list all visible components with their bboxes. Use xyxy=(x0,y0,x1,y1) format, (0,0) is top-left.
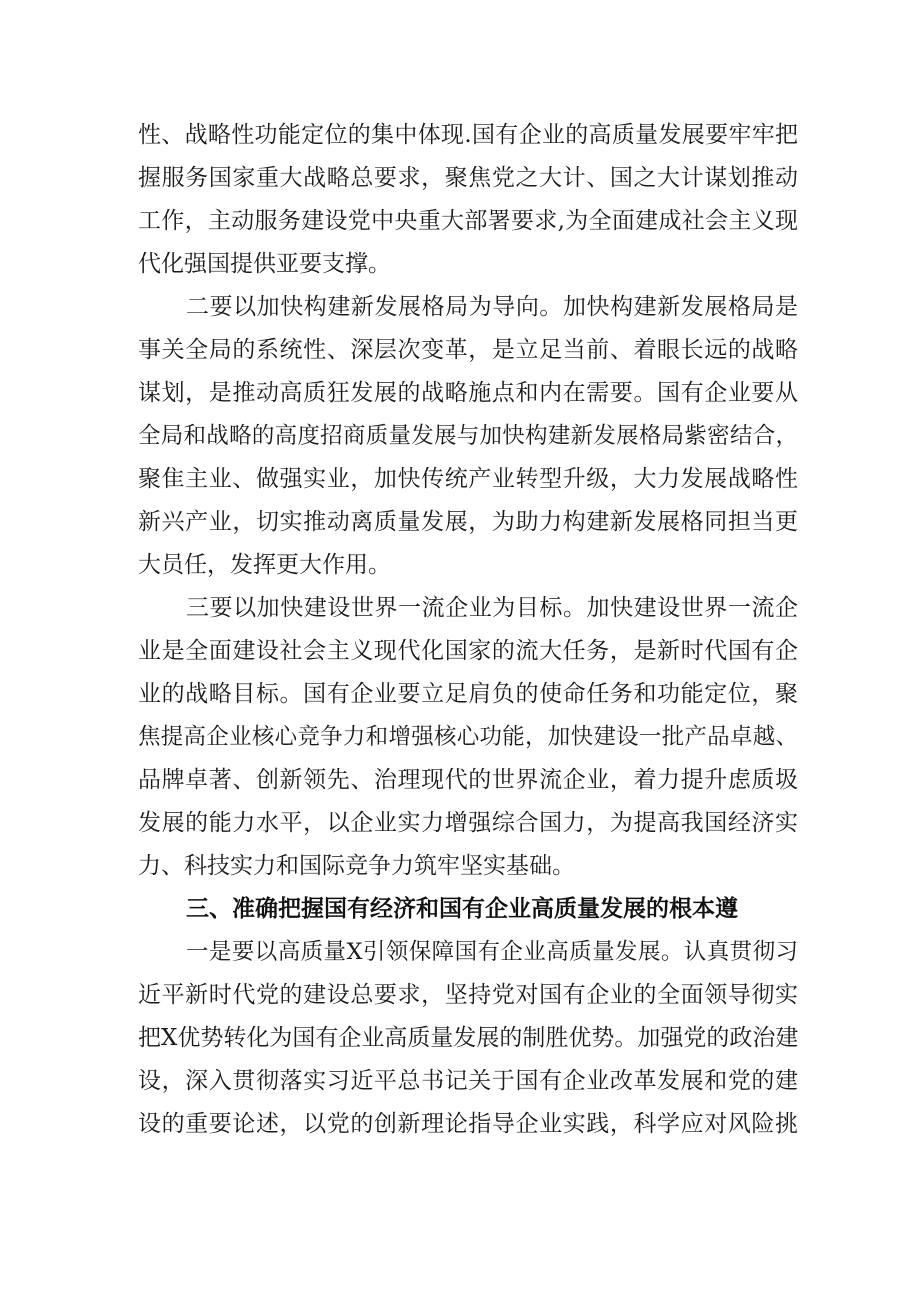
text-line: 握服务国家重大战略总要求，聚焦党之大计、国之大计谋划推动 xyxy=(138,165,798,191)
text-line: 把X优势转化为国有企业高质量发展的制胜优势。加强党的政治建 xyxy=(138,1025,799,1051)
text-line: 焦提高企业核心竞争力和增强核心功能，加快建设一批产品卓越、 xyxy=(138,724,798,750)
text-line: 性、战略性功能定位的集中体现.国有企业的高质量发展要牢牢把 xyxy=(138,122,798,148)
paragraph-first-line: 二要以加快构建新发展格局为导向。加快构建新发展格局是 xyxy=(186,294,798,320)
paragraph-first-line: 三要以加快建设世界一流企业为目标。加快建设世界一流企 xyxy=(186,595,798,621)
text-line: 全局和战略的高度招商质量发展与加快构建新发展格局紫密结合， xyxy=(138,423,798,449)
text-line: 品牌卓著、创新领先、治理现代的世界流企业，着力提升虑质圾 xyxy=(138,767,798,793)
paragraph-first-line: 一是要以高质量X引领保障国有企业高质量发展。认真贯彻习 xyxy=(186,939,798,965)
text-line: 设，深入贯彻落实习近平总书记关于国有企业改革发展和党的建 xyxy=(138,1068,798,1094)
text-line: 业的战略目标。国有企业要立足肩负的使命任务和功能定位，聚 xyxy=(138,681,798,707)
text-line: 业是全面建设社会主义现代化国家的流大任务，是新时代国有企 xyxy=(138,638,798,664)
section-heading: 三、准确把握国有经济和国有企业高质量发展的根本遵 xyxy=(186,896,738,922)
text-line: 工作，主动服务建设党中央重大部署要求,为全面建成社会主义现 xyxy=(138,208,798,234)
text-line: 聚隹主业、做强实业，加快传统产业转型升级，大力发展战略性 xyxy=(138,466,798,492)
text-line: 发展的能力水平，以企业实力增强综合国力，为提高我国经济实 xyxy=(138,810,798,836)
text-line: 新兴产业，切实推动离质量发展，为助力构建新发展格同担当更 xyxy=(138,509,798,535)
text-line: 近平新时代党的建设总要求，坚持党对国有企业的全面领导彻实 xyxy=(138,982,798,1008)
text-line: 谋划，是推动高质狂发展的战略施点和内在需要。国有企业要从 xyxy=(138,380,798,406)
text-line: 设的重要论述，以党的创新理论指导企业实践，科学应对风险挑 xyxy=(138,1111,798,1137)
text-line: 代化强国提供亚要支撑。 xyxy=(138,251,391,277)
text-line: 力、科技实力和国际竞争力筑牢坚实基础。 xyxy=(138,853,575,879)
text-line: 大员任，发挥更大作用。 xyxy=(138,552,391,578)
text-line: 事关全局的系统性、深层次变革，是立足当前、着眼长远的战略 xyxy=(138,337,798,363)
